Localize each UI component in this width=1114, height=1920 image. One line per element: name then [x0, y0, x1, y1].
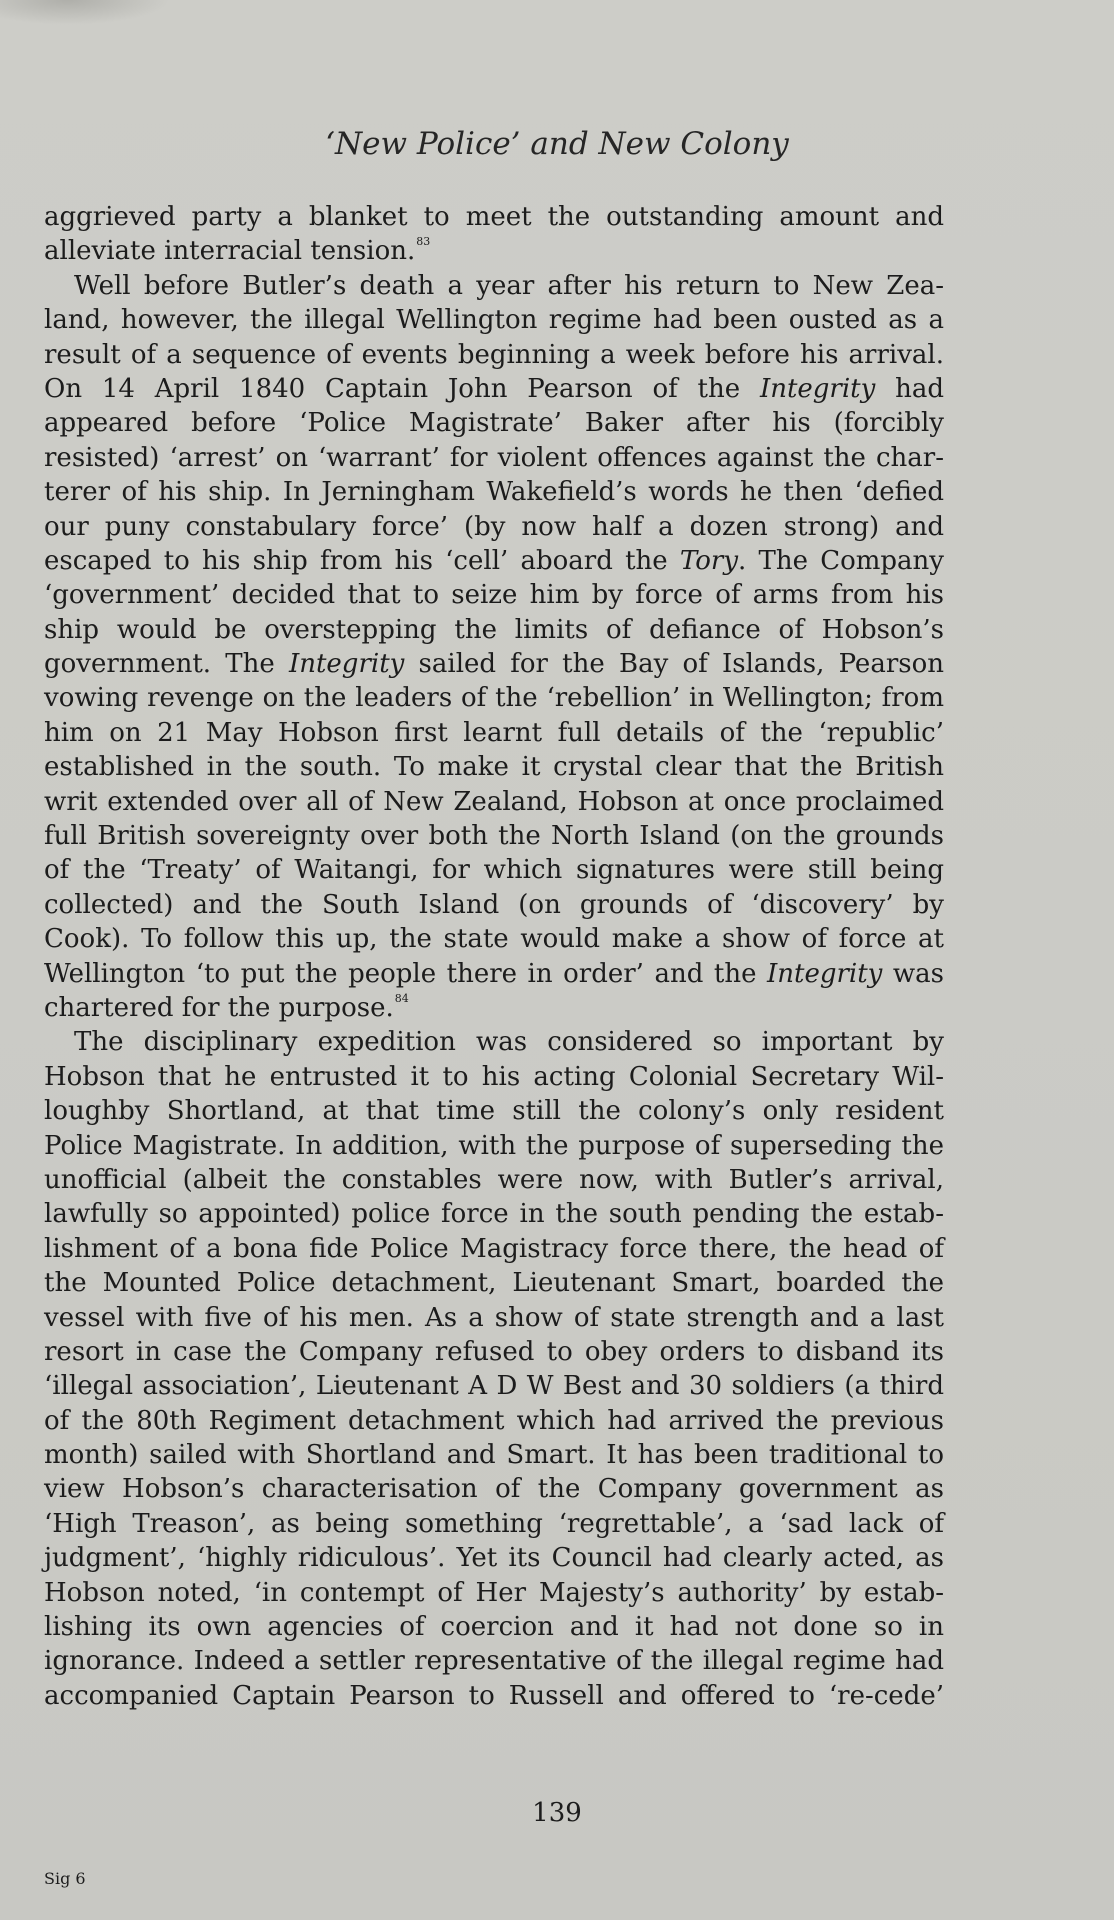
- text-line-content: land, however, the illegal Wellington regime had been ousted as a: [44, 305, 944, 336]
- text-line: [44, 1404, 944, 1438]
- text-line-content: judgment’, ‘highly ridiculous’. Yet its Council had clearly acted, as: [44, 1543, 944, 1574]
- text-line-content: resort in case the Company refused to obey orders to disband its: [44, 1336, 944, 1367]
- text-line: [44, 269, 944, 303]
- text-line: [44, 647, 944, 681]
- text-line: [44, 1541, 944, 1575]
- text-line-content: ignorance. Indeed a settler representative of the illegal regime had: [44, 1646, 944, 1677]
- text-line: [44, 544, 944, 578]
- text-line: [44, 1232, 944, 1266]
- text-line: [44, 1025, 944, 1059]
- text-line: [44, 991, 944, 1025]
- text-line: [44, 1679, 944, 1713]
- text-line: [44, 578, 944, 612]
- text-line: [44, 888, 944, 922]
- text-line: [44, 1507, 944, 1541]
- text-line: [44, 441, 944, 475]
- text-line: [44, 338, 944, 372]
- text-line-content: On 14 April 1840 Captain John Pearson of the Integrity had: [44, 373, 945, 404]
- text-line-content: result of a sequence of events beginning a week before his arrival.: [44, 339, 944, 370]
- text-line: [44, 1369, 944, 1403]
- text-line-content: government. The Integrity sailed for the Bay of Islands, Pearson: [44, 649, 944, 680]
- text-line: [44, 922, 944, 956]
- text-line: [44, 819, 944, 853]
- text-line-content: vowing revenge on the leaders of the ‘rebellion’ in Wellington; from: [44, 683, 944, 714]
- text-line: [44, 1094, 944, 1128]
- text-line: [44, 1576, 944, 1610]
- text-line-content: Cook). To follow this up, the state would make a show of force at: [44, 924, 944, 955]
- text-line-content: resisted) ‘arrest’ on ‘warrant’ for violent offences against the char-: [44, 442, 944, 473]
- text-line-content: ‘government’ decided that to seize him by force of arms from his: [44, 580, 944, 611]
- text-line-content: established in the south. To make it crystal clear that the British: [44, 752, 944, 783]
- text-line: [44, 1644, 944, 1678]
- text-line: [44, 681, 944, 715]
- text-line-content: terer of his ship. In Jerningham Wakefield’s words he then ‘defied: [44, 477, 944, 508]
- text-line: [44, 1060, 944, 1094]
- text-line: [44, 1129, 944, 1163]
- text-line-content: month) sailed with Shortland and Smart. It has been traditional to: [44, 1440, 944, 1471]
- text-line: [44, 1301, 944, 1335]
- text-line-content: full British sovereignty over both the North Island (on the grounds: [44, 821, 944, 852]
- text-line: [44, 1335, 944, 1369]
- text-line-content: The disciplinary expedition was considered so important by: [74, 1027, 944, 1058]
- text-line-content: appeared before ‘Police Magistrate’ Baker after his (forcibly: [44, 408, 944, 439]
- text-line-content: the Mounted Police detachment, Lieutenant Smart, boarded the: [44, 1268, 944, 1299]
- text-line: [44, 957, 944, 991]
- text-line-content: collected) and the South Island (on grounds of ‘discovery’ by: [44, 889, 944, 920]
- text-line-content: lishment of a bona fide Police Magistracy force there, the head of: [44, 1233, 944, 1264]
- text-line-content: vessel with five of his men. As a show of state strength and a last: [44, 1302, 944, 1333]
- text-line: [44, 613, 944, 647]
- text-line: [44, 200, 944, 234]
- text-line-content: unofficial (albeit the constables were now, with Butler’s arrival,: [44, 1164, 944, 1195]
- footnote-marker: 83: [416, 235, 431, 249]
- text-line-content: ship would be overstepping the limits of defiance of Hobson’s: [44, 614, 944, 645]
- text-line: [44, 1197, 944, 1231]
- page-number: 139: [532, 1798, 582, 1828]
- text-line: [44, 785, 944, 819]
- text-line-content: ‘illegal association’, Lieutenant A D W Best and 30 soldiers (a third: [44, 1371, 944, 1402]
- scan-smudge: [0, 0, 170, 25]
- text-line: [44, 1472, 944, 1506]
- text-line: [44, 1610, 944, 1644]
- text-line: [44, 1163, 944, 1197]
- text-line: [44, 853, 944, 887]
- text-line-content: Hobson noted, ‘in contempt of Her Majesty’s authority’ by estab-: [44, 1577, 944, 1608]
- text-line-content: accompanied Captain Pearson to Russell and offered to ‘re-cede’: [44, 1680, 944, 1711]
- text-line: [44, 234, 944, 268]
- text-line-content: Wellington ‘to put the people there in order’ and the Integrity was: [44, 958, 945, 989]
- text-line: [44, 406, 944, 440]
- text-line-content: of the ‘Treaty’ of Waitangi, for which signatures were still being: [44, 855, 944, 886]
- signature-mark: Sig 6: [44, 1869, 86, 1888]
- running-header: ‘New Police’ and New Colony: [325, 126, 789, 162]
- footnote-marker: 84: [394, 991, 409, 1005]
- text-line-content: our puny constabulary force’ (by now half a dozen strong) and: [44, 511, 944, 542]
- text-line: [44, 1266, 944, 1300]
- text-line-content: chartered for the purpose.: [44, 992, 394, 1023]
- text-line-content: lishing its own agencies of coercion and it had not done so in: [44, 1612, 944, 1643]
- text-line-content: Well before Butler’s death a year after his return to New Zea-: [74, 270, 944, 301]
- text-line-content: Hobson that he entrusted it to his acting Colonial Secretary Wil-: [44, 1061, 944, 1092]
- text-line: [44, 716, 944, 750]
- text-line: [44, 1438, 944, 1472]
- text-line: [44, 475, 944, 509]
- text-line: [44, 372, 944, 406]
- text-line-content: ‘High Treason’, as being something ‘regrettable’, a ‘sad lack of: [44, 1508, 944, 1539]
- text-line-content: lawfully so appointed) police force in the south pending the estab-: [44, 1199, 944, 1230]
- text-line-content: writ extended over all of New Zealand, Hobson at once proclaimed: [44, 786, 944, 817]
- text-line-content: him on 21 May Hobson first learnt full details of the ‘republic’: [44, 717, 944, 748]
- text-line-content: escaped to his ship from his ‘cell’ aboard the Tory. The Company: [44, 545, 944, 576]
- text-line-content: Police Magistrate. In addition, with the purpose of superseding the: [44, 1130, 944, 1161]
- text-line-content: alleviate interracial tension.: [44, 236, 416, 267]
- text-line: [44, 750, 944, 784]
- text-line-content: view Hobson’s characterisation of the Company government as: [44, 1474, 944, 1505]
- text-line-content: of the 80th Regiment detachment which had arrived the previous: [44, 1405, 944, 1436]
- text-line-content: aggrieved party a blanket to meet the outstanding amount and: [44, 202, 944, 232]
- text-line: [44, 303, 944, 337]
- text-line: [44, 510, 944, 544]
- text-line-content: loughby Shortland, at that time still the colony’s only resident: [44, 1096, 944, 1127]
- body-text: [44, 200, 944, 1713]
